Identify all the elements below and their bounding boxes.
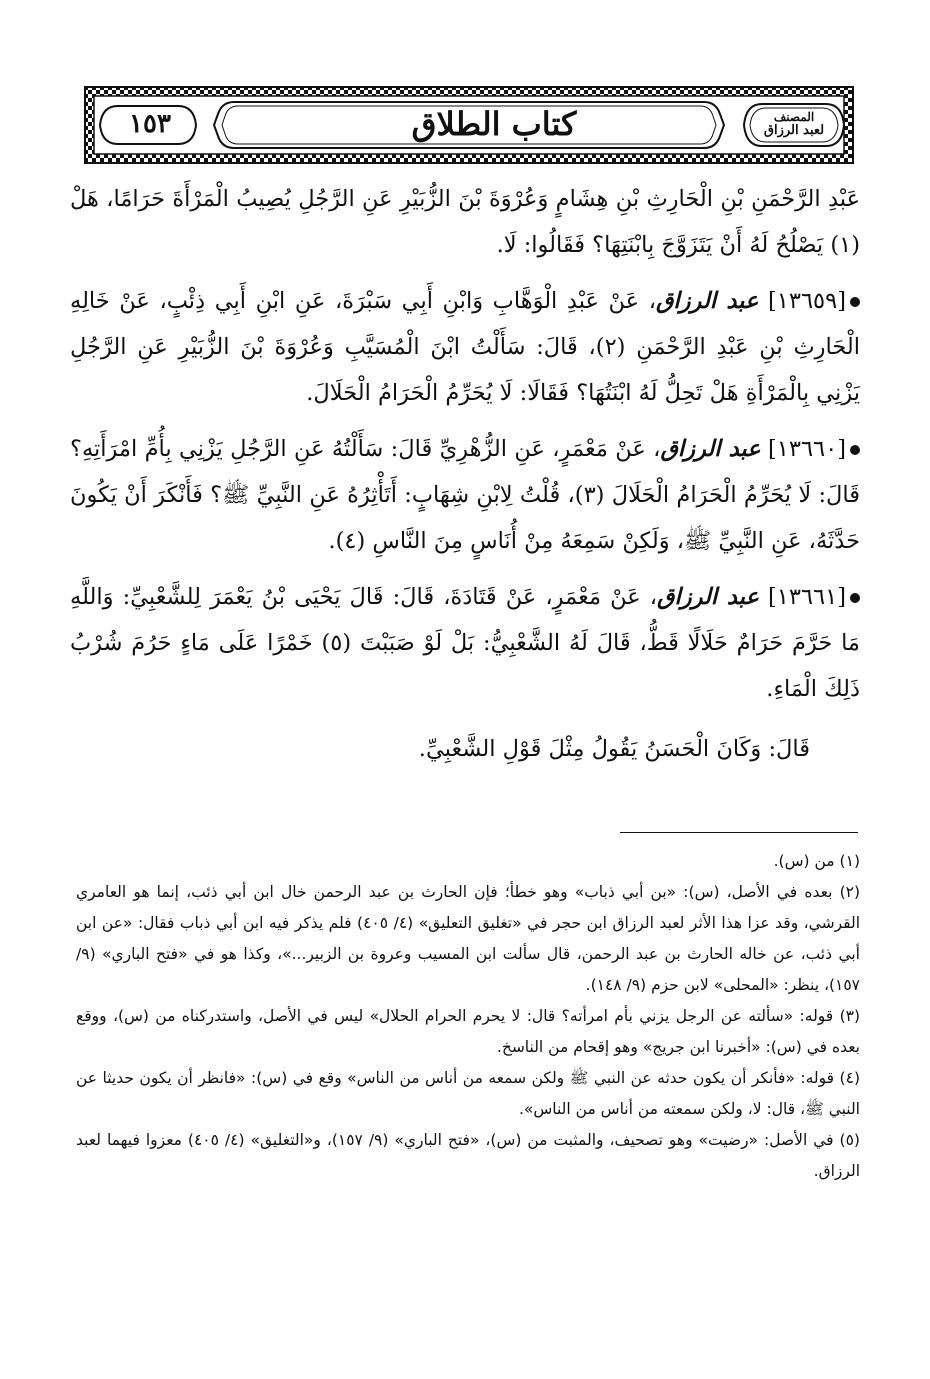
footnote-5 [76, 1125, 860, 1187]
emblem-line-2: لعبد الرزاق [763, 123, 825, 139]
hadith-text: ، عَنْ مَعْمَرٍ، عَنِ الزُّهْرِيِّ قَالَ: سَأَلْتُهُ عَنِ الرَّجُلِ يَزْنِي بِأُمِّ امْرَأَتِهِ؟ قَالَ: لَا يُحَرِّمُ الْحَرَامُ الْحَلَالَ (٣)، قُلْتُ لِابْنِ شِهَابٍ: أَتَأْثِرُهُ عَنِ النَّبِيِّ ﷺ؟ فَأَنْكَرَ أَنْ يَكُونَ حَدَّثَهُ، عَنِ النَّبِيِّ ﷺ، وَلَكِنْ سَمِعَهُ مِنْ أُنَاسٍ مِنَ النَّاسِ (٤). [70, 436, 861, 554]
closing-line: قَالَ: وَكَانَ الْحَسَنُ يَقُولُ مِثْلَ قَوْلِ الشَّعْبِيِّ. [418, 736, 810, 762]
footnote-number: (١) [839, 852, 860, 870]
hadith-author: عبد الرزاق [660, 436, 761, 462]
hadith-text: ، عَنْ مَعْمَرٍ، عَنْ قَتَادَةَ، قَالَ: قَالَ يَحْيَى بْنُ يَعْمَرَ لِلشَّعْبِيِّ: وَاللَّهِ مَا حَرَّمَ حَرَامٌ حَلَالًا قَطُّ، قَالَ لَهُ الشَّعْبِيُّ: بَلْ لَوْ صَبَبْتَ (٥) خَمْرًا عَلَى مَاءٍ حَرُمَ شُرْبُ ذَلِكَ الْمَاءِ. [70, 584, 860, 702]
footnote-text: من (س). [773, 852, 835, 870]
footnote-text: بعده في الأصل، (س): «بن أبي ذباب» وهو خطأ؛ فإن الحارث بن عبد الرحمن خال ابن أبي ذئب، إنما هو العامري القرشي، وقد عزا هذا الأثر لعبد الرزاق ابن حجر في «تغليق التعليق» (٤/ ٤٠٥) فلم يذكر فيه ابن أبي ذباب فقال: «عن ابن أبي ذئب، عن خاله الحارث بن عبد الرحمن، قال سألت ابن المسيب وعروة بن الزبير...»، وكذا هو في «فتح الباري» (٩/ ١٥٧)، ينظر: «المحلى» لابن حزم (٩/ ١٤٨). [76, 883, 861, 994]
intro-paragraph: عَبْدِ الرَّحْمَنِ بْنِ الْحَارِثِ بْنِ هِشَامٍ وَعُرْوَةَ بْنَ الزُّبَيْرِ عَنِ الرَّجُلِ يُصِيبُ الْمَرْأَةَ حَرَامًا، هَلْ (١) يَصْلُحُ لَهُ أَنْ يَتَزَوَّجَ بِابْنَتِهَا؟ فَقَالُوا: لَا. [70, 186, 860, 258]
bullet-icon [850, 445, 860, 455]
footnote-2 [76, 877, 860, 1001]
page-header [84, 86, 854, 164]
hadith-13659 [70, 278, 860, 416]
hadith-author: عبد الرزاق [657, 584, 759, 610]
footnote-1 [76, 846, 860, 877]
main-text [70, 176, 860, 782]
hadith-number: [١٣٦٦١] [767, 584, 846, 610]
bullet-icon [850, 297, 860, 307]
footnote-number: (٢) [839, 883, 861, 901]
footnotes [76, 846, 860, 1187]
footnote-number: (٤) [839, 1069, 860, 1087]
hadith-text: ، عَنْ عَبْدِ الْوَهَّابِ وَابْنِ أَبِي سَبْرَةَ، عَنِ ابْنِ أَبِي ذِئْبٍ، عَنْ خَالِهِ الْحَارِثِ بْنِ عَبْدِ الرَّحْمَنِ (٢)، قَالَ: سَأَلْتُ ابْنَ الْمُسَيَّبِ وَعُرْوَةَ بْنَ الزُّبَيْرِ عَنِ الرَّجُلِ يَزْنِي بِالْمَرْأَةِ هَلْ تَحِلُّ لَهُ ابْنَتُهَا؟ فَقَالَا: لَا يُحَرِّمُ الْحَرَامُ الْحَلَالَ. [70, 288, 860, 406]
hadith-number: [١٣٦٥٩] [768, 288, 846, 314]
book-emblem [752, 100, 836, 150]
chapter-title: كتاب الطلاق [411, 105, 577, 143]
footnote-text: قوله: «سألته عن الرجل يزني بأم امرأته؟ قال: لا يحرم الحرام الحلال» ليس في الأصل، واستدركناه من (س)، ووقع بعده في (س): «أخبرنا ابن جريج» وهو إقحام من الناسخ. [76, 1007, 860, 1056]
footnote-4 [76, 1063, 860, 1125]
footnote-number: (٣) [839, 1007, 861, 1025]
footnote-separator [620, 832, 858, 833]
hadith-13661 [70, 574, 860, 712]
footnote-number: (٥) [839, 1131, 860, 1149]
hadith-13660 [70, 426, 860, 564]
hadith-number: [١٣٦٦٠] [768, 436, 846, 462]
footnote-text: قوله: «فأنكر أن يكون حدثه عن النبي ﷺ ولكن سمعه من أناس من الناس» وقع في (س): «فانظر أن يكون حديثا عن النبي ﷺ، قال: لا، ولكن سمعته من أناس من الناس». [76, 1069, 860, 1118]
emblem-line-1: المصنف [773, 110, 815, 125]
bullet-icon [850, 593, 860, 603]
page-number: ١٥٣ [129, 109, 171, 139]
footnote-text: في الأصل: «رضيت» وهو تصحيف، والمثبت من (س)، «فتح الباري» (٩/ ١٥٧)، و«التغليق» (٤/ ٤٠٥) معزوا فيهما لعبد الرزاق. [76, 1131, 860, 1180]
footnote-3 [76, 1001, 860, 1063]
hadith-author: عبد الرزاق [655, 288, 759, 314]
